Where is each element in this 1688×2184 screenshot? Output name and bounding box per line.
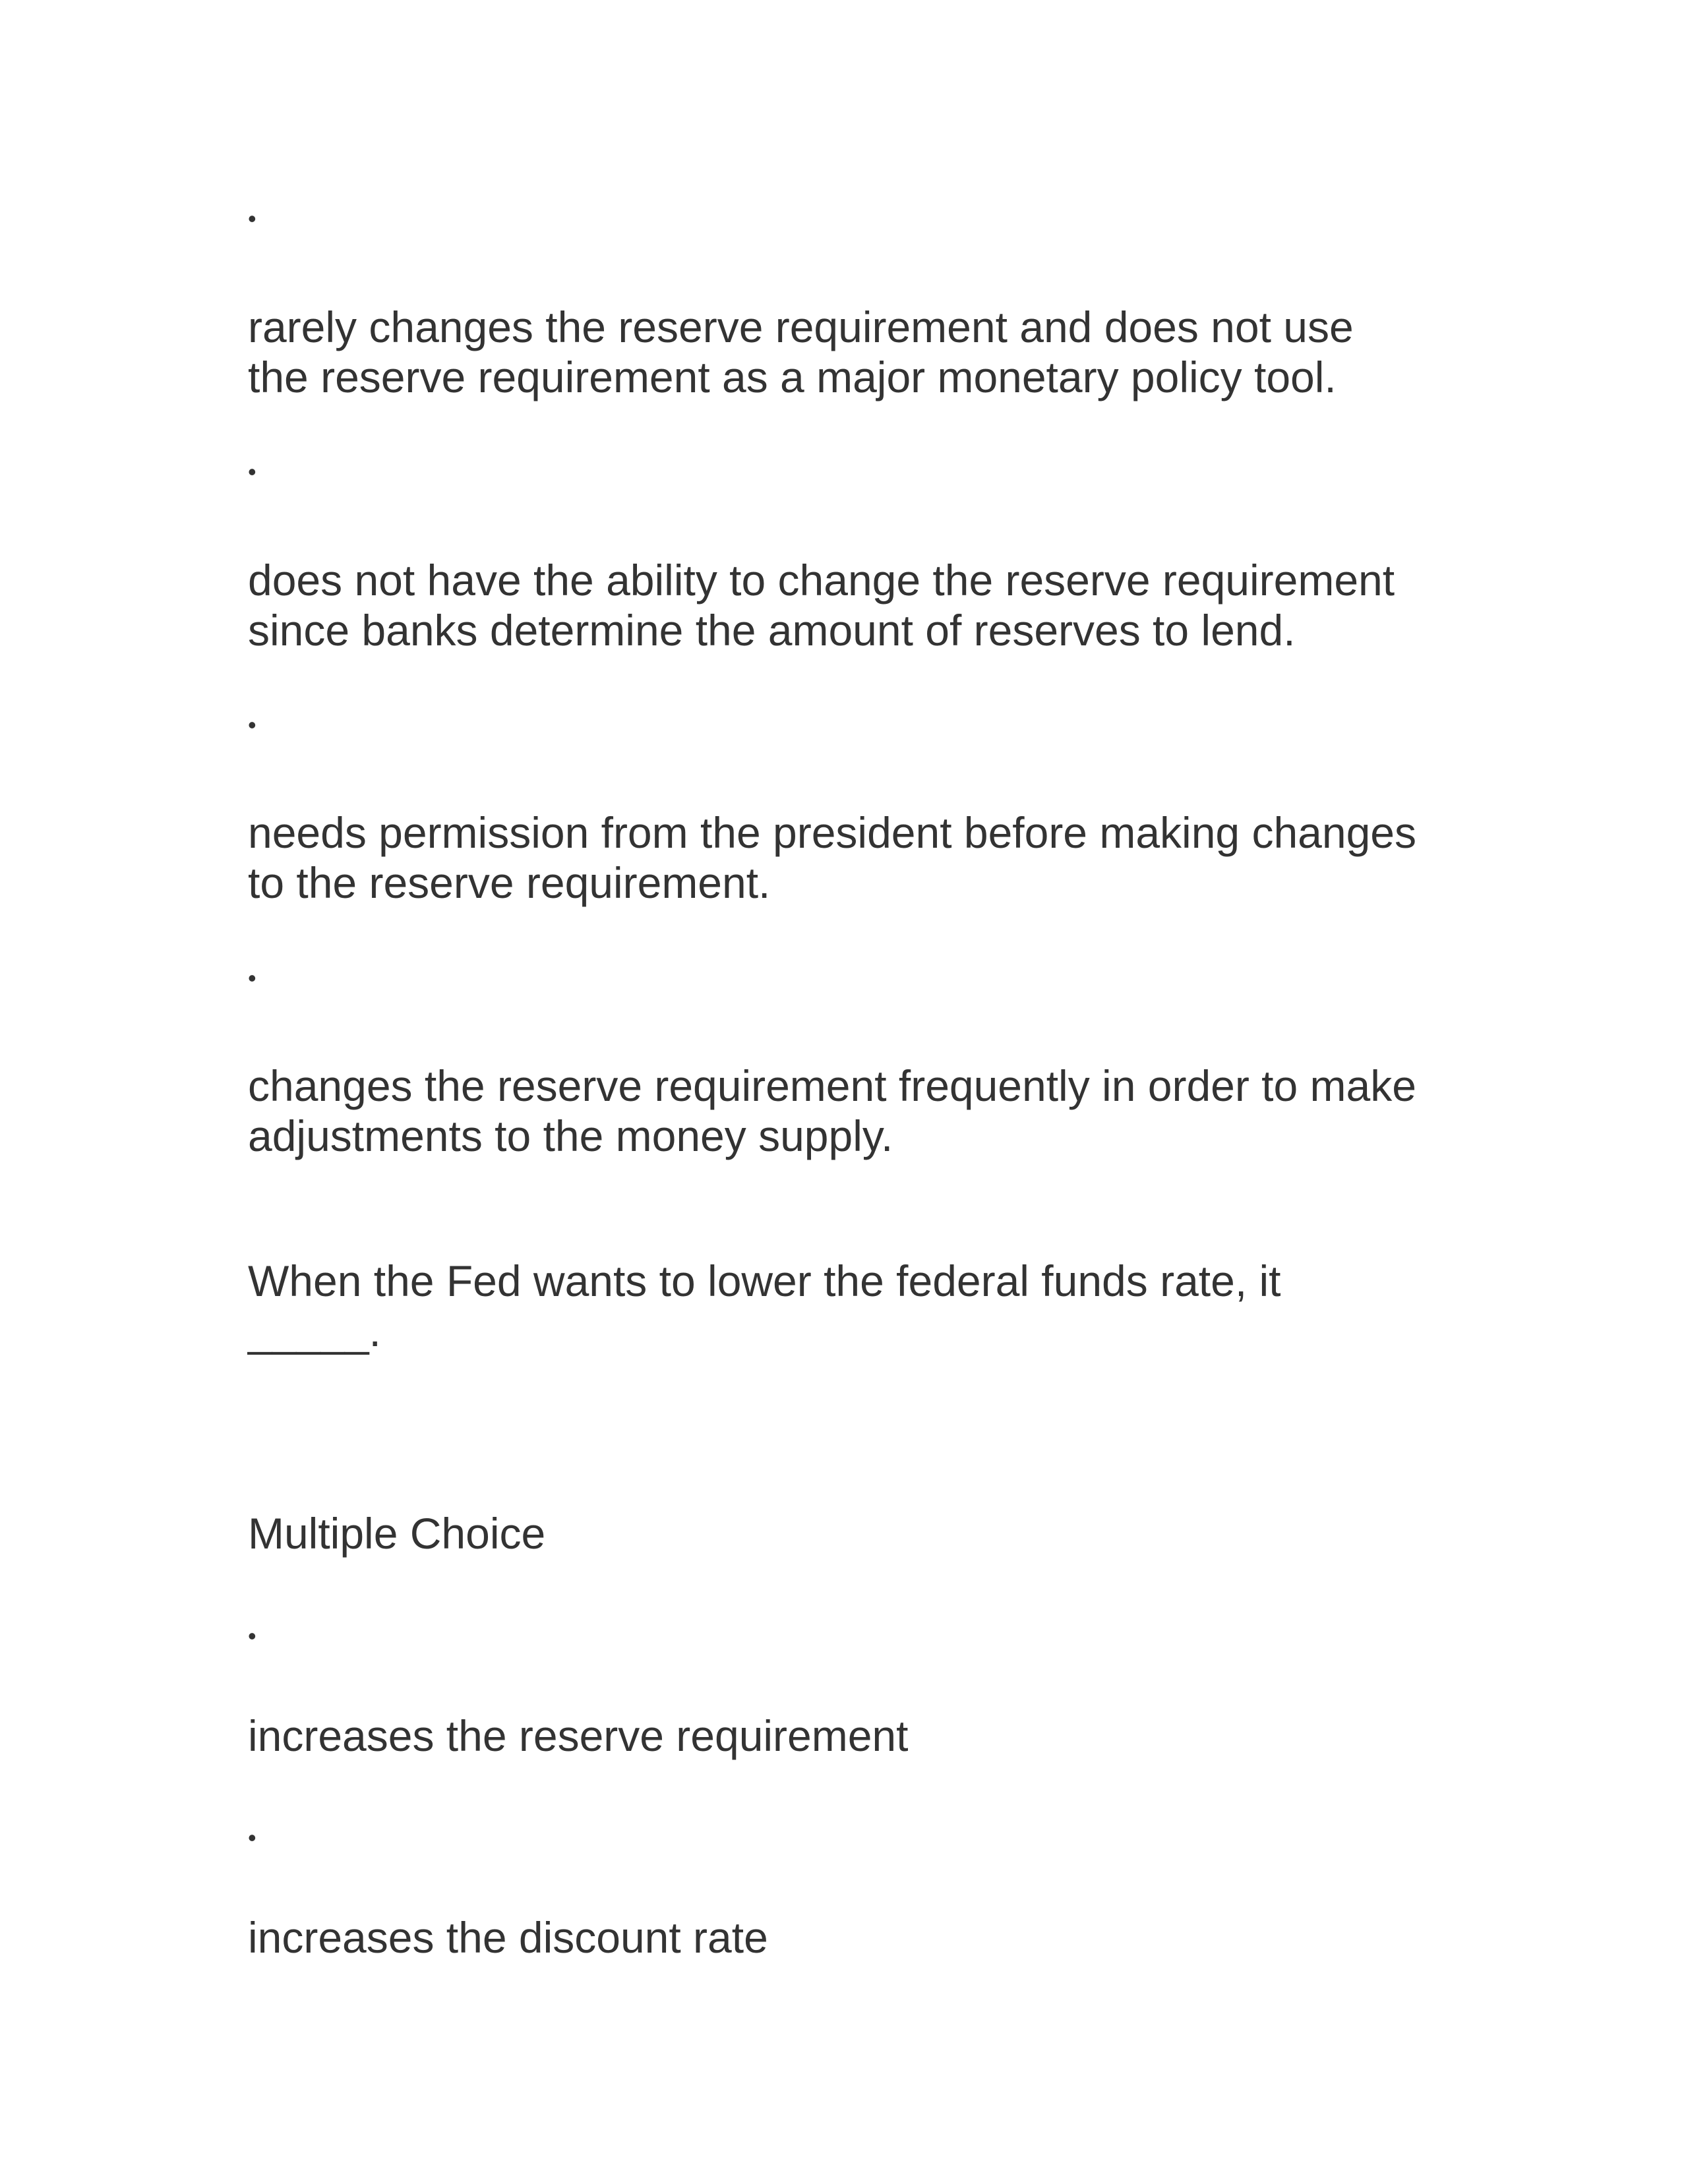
answer-option-line: needs permission from the president before making changes [248, 808, 1416, 857]
answer-option-line: increases the discount rate [248, 1913, 768, 1962]
question-line: _____. [248, 1307, 381, 1355]
answer-option-line: since banks determine the amount of reserves to lend. [248, 606, 1296, 655]
bullet-icon: • [248, 1824, 256, 1851]
answer-option[interactable] [248, 1061, 1501, 1161]
answer-option-line: to the reserve requirement. [248, 858, 771, 907]
bullet-icon: • [248, 458, 256, 485]
answer-option[interactable] [248, 1912, 1501, 1963]
answer-option-line: the reserve requirement as a major monetary policy tool. [248, 353, 1337, 401]
bullet-icon: • [248, 205, 256, 232]
answer-option[interactable] [248, 1711, 1501, 1761]
answer-option-line: rarely changes the reserve requirement and does not use [248, 303, 1354, 351]
question-type-label: Multiple Choice [248, 1509, 546, 1558]
answer-option-line: increases the reserve requirement [248, 1711, 909, 1760]
answer-option[interactable] [248, 555, 1501, 655]
answer-option-line: does not have the ability to change the reserve requirement [248, 556, 1395, 605]
answer-option-line: adjustments to the money supply. [248, 1111, 893, 1160]
bullet-icon: • [248, 711, 256, 738]
question-text [248, 1256, 1501, 1356]
bullet-icon: • [248, 964, 256, 991]
bullet-icon: • [248, 1622, 256, 1649]
answer-option[interactable] [248, 302, 1501, 402]
question-line: When the Fed wants to lower the federal funds rate, it [248, 1256, 1281, 1305]
answer-option[interactable] [248, 808, 1501, 908]
answer-option-line: changes the reserve requirement frequently in order to make [248, 1061, 1416, 1110]
